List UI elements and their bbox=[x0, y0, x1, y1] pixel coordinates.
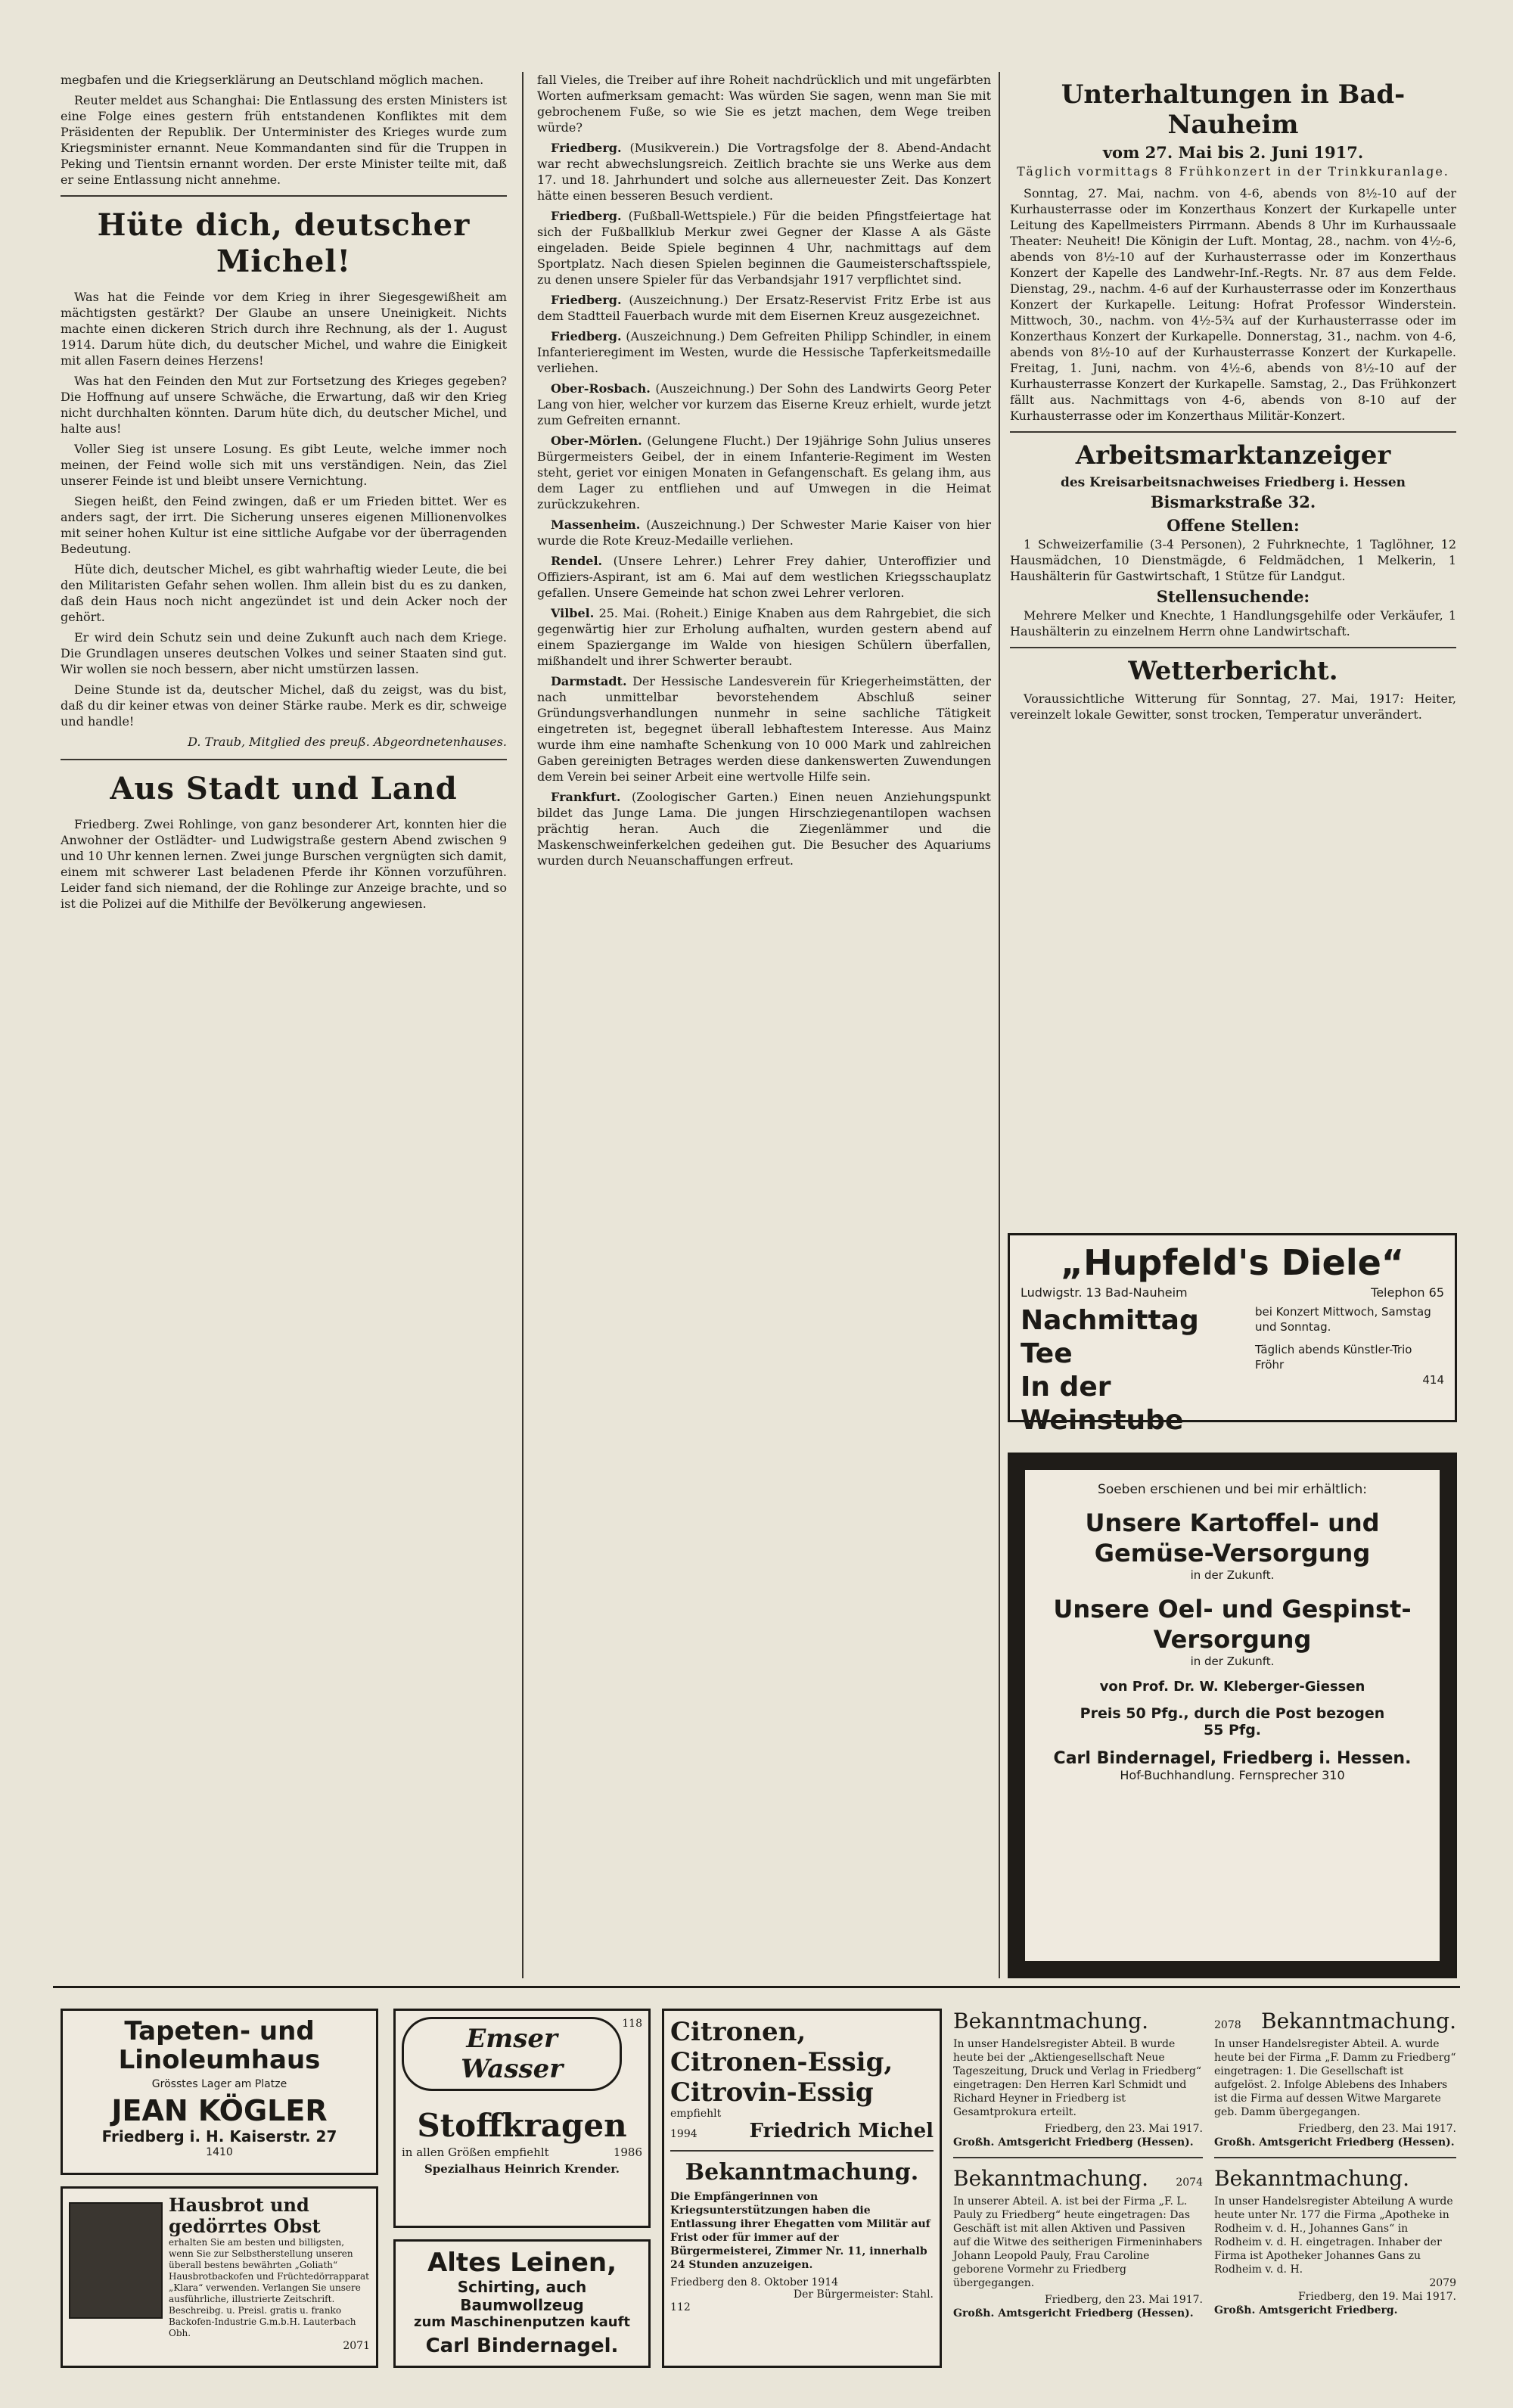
notice-sign: Großh. Amtsgericht Friedberg. bbox=[1214, 2304, 1398, 2316]
notice-title: Bekanntmachung. bbox=[1214, 2166, 1409, 2191]
notice-number: 2078 bbox=[1214, 2019, 1241, 2031]
emser-logo: Emser Wasser bbox=[402, 2017, 622, 2091]
news-place: Vilbel. bbox=[551, 606, 595, 620]
notice-number: 2074 bbox=[1176, 2177, 1203, 2189]
ad-line: Schirting, auch Baumwollzeug bbox=[457, 2278, 587, 2314]
ad-text: in allen Größen empfiehlt bbox=[402, 2145, 549, 2159]
hausbrot-ad bbox=[61, 2186, 378, 2368]
notice-sign: Großh. Amtsgericht Friedberg (Hessen). bbox=[953, 2307, 1194, 2319]
article-paragraph: Er wird dein Schutz sein und deine Zukunft auch nach dem Kriege. Die Grundlagen unseres deutschen Volkes und seiner Staaten sind gut. Wir wollen sie noch bessern, aber nicht umstürzen lassen. bbox=[61, 630, 507, 676]
intro-text: fall Vieles, die Treiber auf ihre Roheit nachdrücklich und mit ungefärbten Worten aufmerksam gemacht: Was würden Sie sagen, wenn man Sie mit gebrochenem Fuße, so wie Sie es jetzt machen, dem Wege treiben würde? bbox=[537, 73, 991, 135]
news-text: (Musikverein.) Die Vortragsfolge der 8. Abend-Andacht war recht abwechslungsreich. Zeitlich brachte sie uns Werke aus dem 17. und 18. Jahrhundert und solche aus allerneuester Zeit. Das Konzert hätte einen besseren Besuch verdient. bbox=[537, 141, 992, 203]
news-place: Frankfurt. bbox=[551, 790, 621, 804]
news-place: Massenheim. bbox=[551, 517, 641, 532]
news-place: Friedberg. bbox=[551, 293, 622, 307]
leinen-ad bbox=[393, 2239, 651, 2368]
book-author: von Prof. Dr. W. Kleberger-Giessen bbox=[1099, 1679, 1365, 1695]
ad-address: Friedberg i. H. Kaiserstr. 27 bbox=[101, 2127, 337, 2145]
article-paragraph: Siegen heißt, den Feind zwingen, daß er um Frieden bittet. Wer es anders sagt, der irrt. Die Sicherung unseres eigenen Millionenvolkes mit seiner hohen Kultur ist eine sittliche Aufgabe vor der überragenden Bedeutung. bbox=[61, 494, 507, 556]
notice-number: 112 bbox=[670, 2301, 691, 2313]
ad-name: Carl Bindernagel. bbox=[425, 2335, 619, 2357]
ad-line: zum Maschinenputzen kauft bbox=[413, 2314, 630, 2330]
book-sub: in der Zukunft. bbox=[1190, 1655, 1275, 1668]
divider bbox=[1010, 431, 1456, 433]
notice-sign: Großh. Amtsgericht Friedberg (Hessen). bbox=[953, 2136, 1194, 2149]
divider bbox=[1010, 647, 1456, 648]
article-paragraph: Was hat die Feinde vor dem Krieg in ihrer Siegesgewißheit am mächtigsten gestärkt? Der Glaube an unsere Uneinigkeit. Nichts machte einen dickeren Strich durch ihre Rechnung, als der 1. August 1914. Darum hüte dich, du deutscher Michel, und wahre die Einigkeit mit allen Fasern deines Herzens! bbox=[61, 290, 507, 368]
tapeten-ad bbox=[61, 2009, 378, 2175]
ad-title: Citronen, bbox=[670, 2017, 806, 2047]
news-text: (Zoologischer Garten.) Einen neuen Anziehungspunkt bildet das Junge Lama. Die jungen Hirschziegenantilopen wachsen prächtig heran. Auch die Ziegenlämmer und die Maskenschweinferkelchen gedeihen gut. Die Besucher des Aquariums wurden durch Neuanschaffungen erfreut. bbox=[537, 790, 991, 868]
ad-shop: Spezialhaus Heinrich Krender. bbox=[424, 2162, 620, 2176]
article-paragraph: Deine Stunde ist da, deutscher Michel, daß du zeigst, was du bist, daß du dir keiner etwas von deiner Stärke raube. Merk es dir, schweige und handle! bbox=[61, 682, 507, 729]
seller-info: Hof-Buchhandlung. Fernsprecher 310 bbox=[1120, 1768, 1345, 1782]
notice-column-b bbox=[1214, 2009, 1456, 2368]
intro-text: megbafen und die Kriegserklärung an Deutschland möglich machen. bbox=[61, 73, 484, 87]
job-seekers-text: Mehrere Melker und Knechte, 1 Handlungsgehilfe oder Verkäufer, 1 Haushälterin zu einzelnem Herrn ohne Landwirtschaft. bbox=[1010, 608, 1456, 639]
news-text: (Auszeichnung.) Der Schwester Marie Kaiser von hier wurde die Rote Kreuz-Medaille verliehen. bbox=[537, 517, 992, 548]
section-heading: Unterhaltungen in Bad-Nauheim bbox=[1061, 79, 1406, 140]
notice-text: Die Empfängerinnen von Kriegsunterstützungen haben die Entlassung ihrer Ehegatten vom Militär auf Frist oder für immer auf der Bürgermeisterei, Zimmer Nr. 11, innerhalb 24 Stunden anzuzeigen. bbox=[670, 2191, 930, 2271]
article-paragraph: Hüte dich, deutscher Michel, es gibt wahrhaftig wieder Leute, die bei den Militaristen Gefahr sehen wollen. Ihm allein bist du es zu danken, daß dein Haus noch nicht angezündet ist und dein Acker noch der gehört. bbox=[61, 562, 507, 624]
notice-title: Bekanntmachung. bbox=[953, 2009, 1148, 2034]
section-subheading: vom 27. Mai bis 2. Juni 1917. bbox=[1102, 143, 1364, 162]
section-heading: Aus Stadt und Land bbox=[110, 771, 458, 806]
news-item bbox=[537, 292, 991, 324]
news-text: (Gelungene Flucht.) Der 19jährige Sohn Julius unseres Bürgermeisters Geibel, der in einem Infanterie-Regiment im Westen steht, geriet vor einigen Monaten in Gefangenschaft. Es gelang ihm, aus dem Lager zu entfliehen und auf Umwegen in die Heimat zurückzukehren. bbox=[537, 433, 991, 511]
hupfeld-ad bbox=[1008, 1233, 1457, 1436]
notice-sign: Der Bürgermeister: Stahl. bbox=[793, 2288, 934, 2301]
reuter-article: Reuter meldet aus Schanghai: Die Entlassung des ersten Ministers ist eine Folge eines gestern früh entstandenen Konfliktes mit dem Präsidenten der Republik. Der Unterminister des Krieges wurde zum Kriegsminister ernannt. Neue Kommandanten sind für die Truppen in Peking und Tientsin ernannt worden. Der erste Minister teilte mit, daß er seine Entlassung nicht annehme. bbox=[61, 93, 507, 187]
ad-line: Nachmittag Tee bbox=[1021, 1305, 1199, 1369]
divider bbox=[61, 759, 507, 760]
news-text: (Auszeichnung.) Der Ersatz-Reservist Fritz Erbe ist aus dem Stadtteil Fauerbach wurde mit dem Eisernen Kreuz ausgezeichnet. bbox=[537, 293, 991, 323]
classified-row bbox=[53, 1986, 1460, 2372]
notice-title: Bekanntmachung. bbox=[953, 2166, 1148, 2191]
notice-date: Friedberg, den 23. Mai 1917. bbox=[1044, 2123, 1203, 2135]
ad-name: JEAN KÖGLER bbox=[111, 2094, 328, 2127]
column-rule bbox=[522, 72, 523, 1978]
open-positions-title: Offene Stellen: bbox=[1167, 516, 1300, 535]
notice-date: Friedberg, den 23. Mai 1917. bbox=[1044, 2294, 1203, 2306]
ad-title: Stoffkragen bbox=[417, 2107, 627, 2144]
book-title: Unsere Kartoffel- und Gemüse-Versorgung bbox=[1085, 1508, 1380, 1568]
seller-name: Carl Bindernagel, Friedberg i. Hessen. bbox=[1053, 1749, 1412, 1768]
notice-date: Friedberg den 8. Oktober 1914 bbox=[670, 2276, 839, 2288]
notice-column-a bbox=[953, 2009, 1203, 2368]
oven-picture bbox=[69, 2202, 163, 2319]
ad-konzert: bei Konzert Mittwoch, Samstag und Sonntag. bbox=[1255, 1305, 1431, 1334]
open-positions-text: 1 Schweizerfamilie (3-4 Personen), 2 Fuhrknechte, 1 Taglöhner, 12 Hausmädchen, 10 Dienstmägde, 6 Feldmädchen, 1 Melkerin, 1 Haushälterin für Gastwirtschaft, 1 Stütze für Landgut. bbox=[1010, 537, 1456, 583]
ad-number: 1410 bbox=[206, 2146, 233, 2158]
news-place: Friedberg. bbox=[551, 141, 622, 155]
news-item bbox=[537, 381, 991, 428]
news-text: (Auszeichnung.) Dem Gefreiten Philipp Schindler, in einem Infanterieregiment im Westen, wurde die Hessische Tapferkeitsmedaille verliehen. bbox=[537, 329, 991, 375]
ad-number: 118 bbox=[622, 2018, 642, 2030]
job-seekers-title: Stellensuchende: bbox=[1156, 587, 1310, 606]
citronen-ad bbox=[662, 2009, 942, 2368]
news-place: Darmstadt. bbox=[551, 674, 627, 688]
ad-trio: Täglich abends Künstler-Trio Fröhr bbox=[1255, 1343, 1412, 1372]
news-text: 25. Mai. (Roheit.) Einige Knaben aus dem Rahrgebiet, die sich gegenwärtig hier zur Erholung aufhalten, wurden gestern abend auf einem Spaziergange im Walde von hiesigen Schülern überfallen, mißhandelt und ihrer Schwerter beraubt. bbox=[537, 606, 991, 668]
notice-title: Bekanntmachung. bbox=[1261, 2009, 1456, 2034]
column-1 bbox=[61, 72, 507, 916]
divider bbox=[953, 2157, 1203, 2158]
notice-date: Friedberg, den 23. Mai 1917. bbox=[1297, 2123, 1456, 2135]
ad-number: 2071 bbox=[343, 2340, 370, 2352]
news-place: Friedberg. bbox=[551, 329, 622, 343]
ad-title: Hausbrot und gedörrtes Obst bbox=[169, 2194, 321, 2237]
section-heading: Wetterbericht. bbox=[1128, 656, 1338, 686]
program-text: Sonntag, 27. Mai, nachm. von 4-6, abends von 8½-10 auf der Kurhausterrasse oder im Konzerthaus Konzert der Kurkapelle unter Leitung des Kapellmeisters Pirrmann. Abends 8 Uhr im Kurhaussaale Theater: Neuheit! Die Königin der Luft. Montag, 28., nachm. von 4½-6, abends von 8½-10 auf der Kurhausterrasse oder im Konzerthaus Konzert der Kapelle des Landwehr-Inf.-Regts. Nr. 87 aus dem Felde. Dienstag, 29., nachm. 4-6 auf der Kurhausterrasse oder im Konzerthaus Konzert der Kurkapelle. Leitung: Hofrat Professor Winderstein. Mittwoch, 30., nachm. von 4½-5¾ auf der Kurhausterrasse oder im Konzerthaus Konzert der Kurkapelle. Donnerstag, 31., nachm. von 4-6, abends von 8½-10 auf der Kurhausterrasse Konzert der Kurkapelle. Freitag, 1. Juni, nachm. von 4½-6, abends von 8½-10 auf der Kurhausterrasse Konzert der Kurkapelle. Samstag, 2., Das Frühkonzert fällt aus. Nachmittags von 4-6, abends von 8-10 auf der Kurhausterrasse oder im Konzerthaus Militär-Konzert. bbox=[1010, 186, 1456, 423]
ad-phone: Telephon 65 bbox=[1371, 1285, 1444, 1300]
divider bbox=[61, 195, 507, 197]
news-text: (Auszeichnung.) Der Sohn des Landwirts Georg Peter Lang von hier, welcher vor kurzem das Eiserne Kreuz erhielt, wurde jetzt zum Gefreiten ernannt. bbox=[537, 381, 991, 427]
notice-number: 2079 bbox=[1429, 2277, 1456, 2289]
news-place: Ober-Mörlen. bbox=[551, 433, 642, 448]
ad-sub: Grösstes Lager am Platze bbox=[151, 2078, 287, 2090]
article-paragraph: Voller Sieg ist unsere Losung. Es gibt Leute, welche immer noch meinen, der Feind wolle sich mit uns verständigen. Nein, das Ziel unserer Feinde ist und bleibt unsere Vernichtung. bbox=[61, 442, 507, 488]
ad-name: Friedrich Michel bbox=[749, 2120, 934, 2142]
article-signature: D. Traub, Mitglied des preuß. Abgeordnetenhauses. bbox=[188, 735, 507, 749]
local-news: Friedberg. Zwei Rohlinge, von ganz besonderer Art, konnten hier die Anwohner der Ostlädter- und Ludwigstraße gestern Abend zwischen 9 und 10 Uhr kennen lernen. Zwei junge Burschen vergnügten sich damit, einem mit schwerer Last beladenen Pferde ihr Können vorzuführen. Leider fand sich niemand, der die Rohlinge zur Anzeige brachte, und so ist die Polizei auf die Mithilfe der Bevölkerung angewiesen. bbox=[61, 817, 507, 911]
notice-text: In unser Handelsregister Abteilung A wurde heute unter Nr. 177 die Firma „Apotheke in Rodheim v. d. H., Johannes Gans“ in Rodheim v. d. H. eingetragen. Inhaber der Firma ist Apotheker Johannes Gans zu Rodheim v. d. H. bbox=[1214, 2195, 1453, 2276]
section-subheading: Bismarkstraße 32. bbox=[1150, 492, 1316, 511]
ad-title: Citronen-Essig, bbox=[670, 2047, 893, 2077]
news-item bbox=[537, 328, 991, 376]
column-2 bbox=[537, 72, 991, 873]
ad-title: Altes Leinen, bbox=[427, 2248, 617, 2278]
news-item bbox=[537, 789, 991, 868]
notice-text: In unserer Abteil. A. ist bei der Firma „F. L. Pauly zu Friedberg“ heute eingetragen: Das Geschäft ist mit allen Aktiven und Passiven auf die Witwe des seitherigen Firmeninhabers Johann Leopold Pauly, Frau Caroline geborene Vormehr zu Friedberg übergegangen. bbox=[953, 2195, 1203, 2289]
divider bbox=[53, 1986, 1460, 1988]
ad-text: erhalten Sie am besten und billigsten, wenn Sie zur Selbstherstellung unseren überall bestens bewährten „Goliath“ Hausbrotbackofen und Früchtedörrapparat „Klara“ verwenden. Verlangen Sie unsere ausführliche, illustrierte Zeitschrift. Beschreibg. u. Preisl. gratis u. franko Backofen-Industrie G.m.b.H. Lauterbach Obh. bbox=[169, 2237, 369, 2338]
section-subheading: des Kreisarbeitsnachweises Friedberg i. Hessen bbox=[1060, 475, 1406, 490]
books-ad-frame bbox=[1008, 1453, 1457, 1978]
ad-title: „Hupfeld's Diele“ bbox=[1060, 1242, 1405, 1283]
notice-text: In unser Handelsregister Abteil. A. wurde heute bei der Firma „F. Damm zu Friedberg“ eingetragen: 1. Die Gesellschaft ist aufgelöst. 2. Infolge Ablebens des Inhabers ist die Firma auf dessen Witwe Margarete geb. Damm übergegangen. bbox=[1214, 2038, 1456, 2118]
news-item bbox=[537, 517, 991, 548]
ad-number: 1986 bbox=[613, 2145, 642, 2159]
column-3 bbox=[1010, 72, 1456, 727]
section-subline: Täglich vormittags 8 Frühkonzert in der Trinkkuranlage. bbox=[1017, 164, 1449, 179]
news-item bbox=[537, 208, 991, 287]
emser-ad bbox=[393, 2009, 651, 2228]
section-heading: Arbeitsmarktanzeiger bbox=[1075, 440, 1391, 471]
divider bbox=[1214, 2157, 1456, 2158]
weather-text: Voraussichtliche Witterung für Sonntag, 27. Mai, 1917: Heiter, vereinzelt lokale Gewitter, sonst trocken, Temperatur unverändert. bbox=[1010, 691, 1456, 722]
ad-title: Tapeten- und Linoleumhaus bbox=[118, 2016, 321, 2075]
ad-number: 414 bbox=[1422, 1373, 1444, 1387]
news-item bbox=[537, 553, 991, 601]
book-title: Unsere Oel- und Gespinst-Versorgung bbox=[1053, 1595, 1412, 1654]
article-paragraph: Was hat den Feinden den Mut zur Fortsetzung des Krieges gegeben? Die Hoffnung auf unsere Schwäche, die Erwartung, daß wir den Krieg nicht durchhalten könnten. Darum hüte dich, du deutscher Michel, und halte aus! bbox=[61, 374, 507, 436]
notice-title: Bekanntmachung. bbox=[685, 2159, 919, 2186]
book-sub: in der Zukunft. bbox=[1190, 1568, 1275, 1582]
article-heading: Hüte dich, deutscher Michel! bbox=[97, 207, 471, 279]
newspaper-page bbox=[53, 72, 1460, 2372]
divider bbox=[670, 2150, 934, 2152]
ad-title: Citrovin-Essig bbox=[670, 2077, 874, 2108]
ad-address: Ludwigstr. 13 Bad-Nauheim bbox=[1021, 1285, 1188, 1300]
notice-text: In unser Handelsregister Abteil. B wurde heute bei der „Aktiengesellschaft Neue Tageszeitung, Druck und Verlag in Friedberg“ eingetragen: Den Herren Karl Schmidt und Richard Heyner in Friedberg ist Gesamtprokura erteilt. bbox=[953, 2038, 1202, 2118]
news-text: (Unsere Lehrer.) Lehrer Frey dahier, Unteroffizier und Offiziers-Aspirant, ist am 6. Mai auf dem westlichen Kriegsschauplatz gefallen. Unsere Gemeinde hat schon zwei Lehrer verloren. bbox=[537, 554, 991, 600]
ad-text: empfiehlt bbox=[670, 2108, 722, 2120]
news-place: Friedberg. bbox=[551, 209, 622, 223]
ad-intro: Soeben erschienen und bei mir erhältlich: bbox=[1098, 1482, 1367, 1497]
book-price: Preis 50 Pfg., durch die Post bezogen 55 Pfg. bbox=[1080, 1705, 1385, 1738]
notice-sign: Großh. Amtsgericht Friedberg (Hessen). bbox=[1214, 2136, 1455, 2149]
column-rule bbox=[999, 72, 1000, 1978]
news-place: Rendel. bbox=[551, 554, 603, 568]
news-item bbox=[537, 433, 991, 512]
ad-number: 1994 bbox=[670, 2128, 697, 2140]
news-place: Ober-Rosbach. bbox=[551, 381, 651, 396]
news-item bbox=[537, 673, 991, 785]
news-text: (Fußball-Wettspiele.) Für die beiden Pfingstfeiertage hat sich der Fußballklub Merkur zwei Gegner der Klasse A als Gäste eingeladen. Beide Spiele beginnen 4 Uhr, nachmittags auf dem Sportplatz. Nach diesen Spielen beginnen die Gaumeisterschaftsspiele, zu denen unsere Spieler für das Verbandsjahr 1917 verpflichtet sind. bbox=[537, 209, 991, 287]
ad-line: In der Weinstube bbox=[1021, 1372, 1184, 1436]
news-item bbox=[537, 140, 991, 204]
news-item bbox=[537, 605, 991, 669]
notice-date: Friedberg, den 19. Mai 1917. bbox=[1297, 2291, 1456, 2303]
news-text: Der Hessische Landesverein für Kriegerheimstätten, der nach unmittelbar bevorstehendem Abschluß seiner Gründungsverhandlungen nunmehr in seine sachliche Tätigkeit eingetreten ist, begegnet überall lebhaftestem Interesse. Aus Mainz wurde ihm eine namhafte Schenkung von 10 000 Mark und zahlreichen Gaben gereinigten Betrages werden diese dankenswerten Zuwendungen dem Verein bei seiner Arbeit eine wertvolle Hilfe sein. bbox=[537, 674, 991, 784]
